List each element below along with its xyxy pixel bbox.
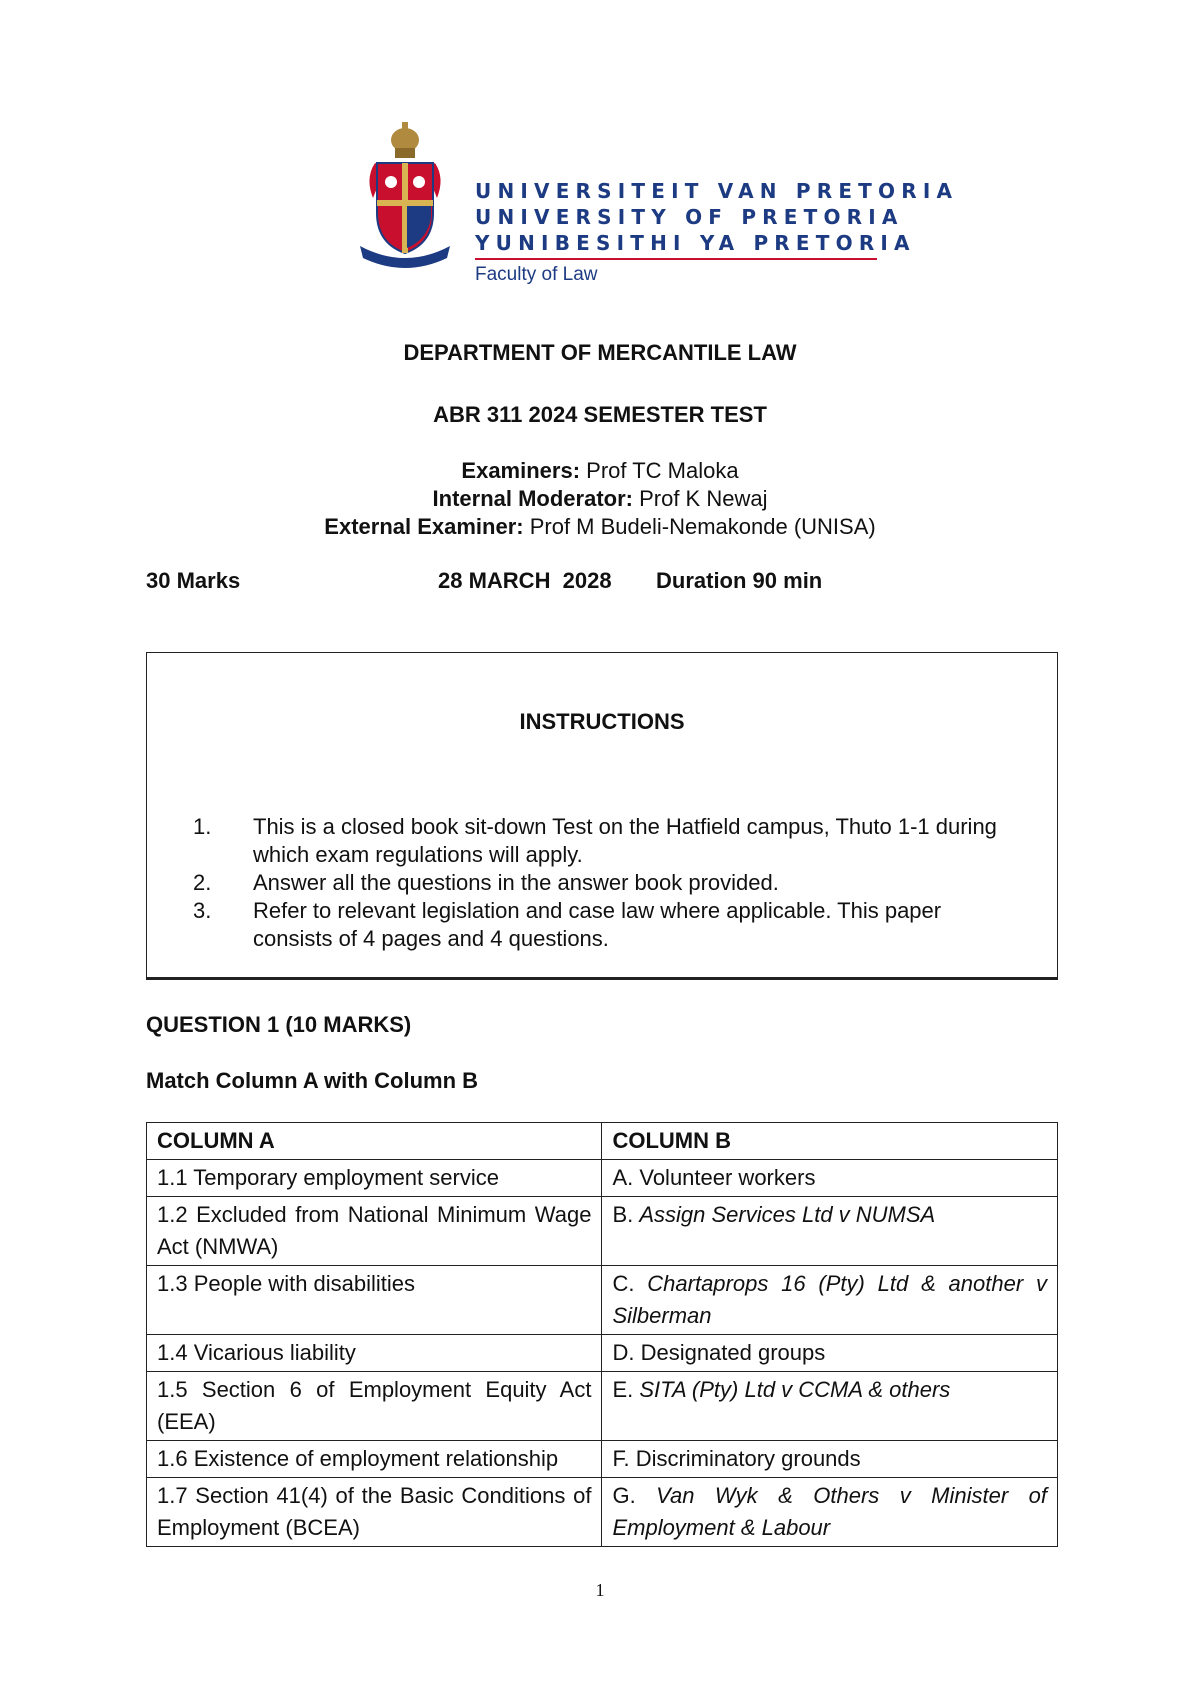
column-a-header: COLUMN A [147,1123,602,1160]
university-logo [355,118,959,298]
test-date: 28 MARCH 2028 [438,568,612,593]
table-row [147,1335,1058,1372]
internal-moderator-label: Internal Moderator: [432,486,633,511]
logo-faculty: Faculty of Law [475,264,598,285]
instruction-item [193,869,1023,897]
column-b-text: Volunteer workers [639,1165,816,1190]
column-b-cell [602,1372,1058,1441]
column-b-prefix: B. [612,1202,640,1227]
logo-text [475,178,959,286]
column-b-prefix: G. [612,1483,657,1508]
column-b-cell [602,1478,1058,1547]
external-examiner-line [0,514,1200,540]
matching-table [146,1122,1058,1547]
instruction-number: 2. [193,870,212,895]
examiners-label: Examiners: [461,458,581,483]
instruction-item [193,813,1023,869]
column-b-prefix: A. [612,1165,640,1190]
column-a-cell: 1.5 Section 6 of Employment Equity Act (EEA) [147,1372,602,1441]
examiners-value: Prof TC Maloka [580,458,739,483]
column-b-cell [602,1266,1058,1335]
logo-rule [475,258,877,260]
logo-line-english: UNIVERSITY OF PRETORIA [475,205,904,229]
column-b-text: Designated groups [640,1340,826,1365]
instructions-title: INSTRUCTIONS [519,709,685,734]
external-examiner-value: Prof M Budeli-Nemakonde (UNISA) [523,514,876,539]
column-b-cell [602,1197,1058,1266]
instructions-box [146,652,1058,980]
table-header-row [147,1123,1058,1160]
column-b-text: Discriminatory grounds [635,1446,861,1471]
logo-line-afrikaans: UNIVERSITEIT VAN PRETORIA [475,179,959,203]
column-b-text: Assign Services Ltd v NUMSA [639,1202,936,1227]
column-b-cell [602,1160,1058,1197]
instructions-list [193,813,1023,953]
table-row [147,1441,1058,1478]
column-b-text: Van Wyk & Others v Minister of Employment & Labour [612,1483,1047,1540]
instruction-number: 3. [193,898,212,923]
table-row [147,1160,1058,1197]
instruction-text: Answer all the questions in the answer book provided. [253,870,779,895]
column-b-prefix: F. [612,1446,636,1471]
test-duration: Duration 90 min [656,568,823,593]
column-a-cell: 1.7 Section 41(4) of the Basic Conditions of Employment (BCEA) [147,1478,602,1547]
column-a-cell: 1.3 People with disabilities [147,1266,602,1335]
table-row [147,1478,1058,1547]
external-examiner-label: External Examiner: [324,514,524,539]
internal-moderator-value: Prof K Newaj [632,486,768,511]
column-a-cell: 1.2 Excluded from National Minimum Wage Act (NMWA) [147,1197,602,1266]
internal-moderator-line [0,486,1200,512]
column-b-prefix: D. [612,1340,641,1365]
logo-line-sepedi: YUNIBESITHI YA PRETORIA [475,231,916,255]
column-b-text: SITA (Pty) Ltd v CCMA & others [639,1377,951,1402]
instruction-text: Refer to relevant legislation and case law where applicable. This paper consists of 4 pages and 4 questions. [253,898,942,951]
test-title: ABR 311 2024 SEMESTER TEST [433,402,767,427]
instruction-text: This is a closed book sit-down Test on the Hatfield campus, Thuto 1-1 during which exam regulations will apply. [253,814,997,867]
table-row [147,1266,1058,1335]
column-b-header: COLUMN B [602,1123,1058,1160]
column-b-prefix: E. [612,1377,640,1402]
instruction-item [193,897,1023,953]
department-title: DEPARTMENT OF MERCANTILE LAW [403,340,797,365]
examiners-line [0,458,1200,484]
column-a-cell: 1.1 Temporary employment service [147,1160,602,1197]
table-row [147,1372,1058,1441]
column-a-cell: 1.6 Existence of employment relationship [147,1441,602,1478]
instruction-number: 1. [193,814,212,839]
university-crest-icon [355,118,455,268]
column-a-cell: 1.4 Vicarious liability [147,1335,602,1372]
column-b-cell [602,1335,1058,1372]
column-b-cell [602,1441,1058,1478]
column-b-text: Chartaprops 16 (Pty) Ltd & another v Silberman [612,1271,1047,1328]
table-row [147,1197,1058,1266]
question-1-instruction: Match Column A with Column B [146,1068,479,1093]
page-number: 1 [595,1580,605,1600]
total-marks: 30 Marks [146,568,241,593]
question-1-heading: QUESTION 1 (10 MARKS) [146,1012,412,1037]
column-b-prefix: C. [612,1271,648,1296]
